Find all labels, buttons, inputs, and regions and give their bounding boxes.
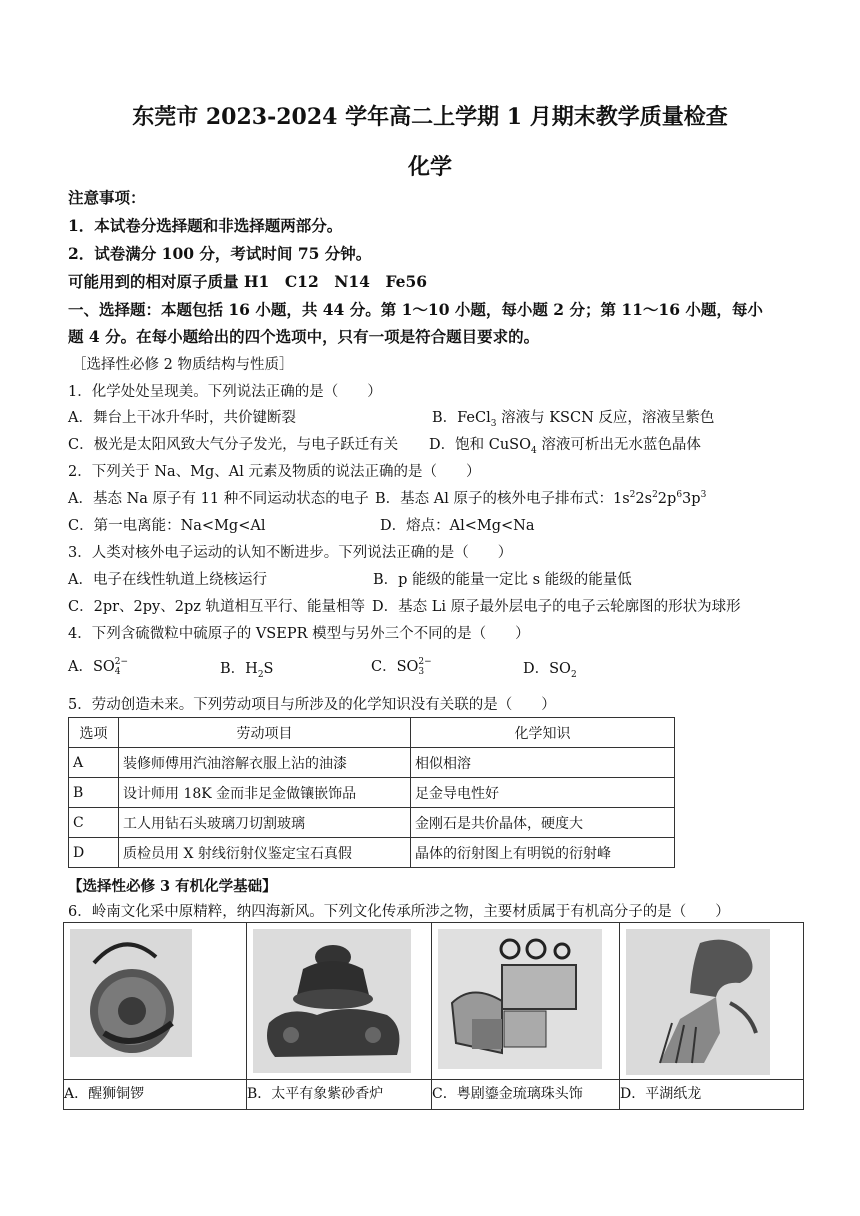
- table-cell: 晶体的衍射图上有明锐的衍射峰: [411, 838, 675, 868]
- table-cell: 相似相溶: [411, 748, 675, 778]
- q2-option-d: D．熔点：Al<Mg<Na: [380, 518, 535, 534]
- table-cell: 质检员用 X 射线衍射仪鉴定宝石真假: [119, 838, 411, 868]
- q1-option-b: B．FeCl$_3$ 溶液与 KSCN 反应，溶液呈紫色: [432, 410, 715, 429]
- q6-option-a: A．醒狮铜锣: [64, 1080, 247, 1110]
- note-item-2: 2．试卷满分 100 分，考试时间 75 分钟。: [68, 244, 372, 263]
- paper-dragon-image-cell: [620, 923, 804, 1080]
- table-cell: 装修师傅用汽油溶解衣服上沾的油漆: [119, 748, 411, 778]
- table-cell: 工人用钻石头玻璃刀切割玻璃: [119, 808, 411, 838]
- q1-option-c: C．极光是太阳风致大气分子发光，与电子跃迁有关: [68, 437, 399, 453]
- q6-option-b: B．太平有象紫砂香炉: [247, 1080, 432, 1110]
- q4-option-d: D．$SO_2$: [523, 661, 577, 680]
- gong-image-cell: [64, 923, 247, 1080]
- q5-stem: 5．劳动创造未来。下列劳动项目与所涉及的化学知识没有关联的是（ ）: [68, 697, 556, 713]
- q4-option-a: A．SO 2− 4: [68, 657, 129, 677]
- q2-stem: 2．下列关于 Na、Mg、Al 元素及物质的说法正确的是（ ）: [68, 464, 481, 480]
- q5-table: [68, 717, 675, 868]
- q3-option-a: A．电子在线性轨道上绕核运行: [68, 572, 267, 588]
- q6-option-d: D．平湖纸龙: [620, 1080, 804, 1110]
- atomic-mass-line: 可能用到的相对原子质量 H1 C12 N14 Fe56: [68, 272, 428, 291]
- table-header-row: [69, 718, 675, 748]
- headdress-image: [432, 923, 619, 1079]
- notes-heading: 注意事项：: [68, 188, 146, 207]
- table-cell: B: [69, 778, 119, 808]
- gong-image: [64, 923, 246, 1079]
- q1-option-d: D．饱和 CuSO$_4$ 溶液可析出无水蓝色晶体: [429, 437, 701, 456]
- q6-option-c: C．粤剧鎏金琉璃珠头饰: [432, 1080, 620, 1110]
- table-cell: C: [69, 808, 119, 838]
- exam-title: 东莞市 2023-2024 学年高二上学期 1 月期末教学质量检查: [132, 104, 728, 130]
- incense-burner-image-cell: [247, 923, 432, 1080]
- q3-option-b: B．p 能级的能量一定比 s 能级的能量低: [373, 572, 632, 588]
- q4-stem: 4．下列含硫微粒中硫原子的 VSEPR 模型与另外三个不同的是（ ）: [68, 626, 530, 642]
- q2-option-a: A．基态 Na 原子有 11 种不同运动状态的电子: [68, 491, 369, 507]
- q4-option-b: B．$H_2S$: [220, 661, 274, 680]
- table-cell: 金刚石是共价晶体，硬度大: [411, 808, 675, 838]
- module-heading-a: ［选择性必修 2 物质结构与性质］: [72, 357, 294, 373]
- table-cell: 足金导电性好: [411, 778, 675, 808]
- table-cell: A: [69, 748, 119, 778]
- incense-burner-image: [247, 923, 431, 1079]
- q2-option-b: B．基态 Al 原子的核外电子排布式：$1s^22s^22p^63p^3$: [375, 490, 707, 507]
- q1-stem: 1．化学处处呈现美。下列说法正确的是（ ）: [68, 384, 382, 400]
- note-item-1: 1．本试卷分选择题和非选择题两部分。: [68, 216, 343, 235]
- section-instructions-line2: 题 4 分。在每小题给出的四个选项中，只有一项是符合题目要求的。: [68, 327, 540, 346]
- q2-option-c: C．第一电离能：Na<Mg<Al: [68, 518, 266, 534]
- table-header: 化学知识: [411, 718, 675, 748]
- table-row: [69, 778, 675, 808]
- q1-option-a: A．舞台上干冰升华时，共价键断裂: [68, 410, 296, 426]
- q4-option-c: C．SO 2− 3: [371, 657, 432, 677]
- table-row: [69, 748, 675, 778]
- table-cell: 设计师用 18K 金而非足金做镶嵌饰品: [119, 778, 411, 808]
- q3-option-c: C．2pr、2py、2pz 轨道相互平行、能量相等: [68, 599, 365, 615]
- q6-options-table: [63, 922, 804, 1110]
- module-heading-b: 【选择性必修 3 有机化学基础】: [68, 878, 277, 895]
- section-instructions-line1: 一、选择题：本题包括 16 小题，共 44 分。第 1～10 小题，每小题 2 分；第 11～16 小题，每小: [68, 300, 763, 319]
- q3-option-d: D．基态 Li 原子最外层电子的电子云轮廓图的形状为球形: [372, 599, 741, 615]
- table-cell: D: [69, 838, 119, 868]
- table-header: 选项: [69, 718, 119, 748]
- table-row: [69, 838, 675, 868]
- paper-dragon-image: [620, 923, 803, 1079]
- subject-title: 化学: [407, 154, 452, 180]
- q6-stem: 6．岭南文化采中原精粹，纳四海新风。下列文化传承所涉之物，主要材质属于有机高分子的是（ ）: [68, 904, 730, 920]
- q3-stem: 3．人类对核外电子运动的认知不断进步。下列说法正确的是（ ）: [68, 545, 513, 561]
- table-row: [69, 808, 675, 838]
- table-header: 劳动项目: [119, 718, 411, 748]
- headdress-image-cell: [432, 923, 620, 1080]
